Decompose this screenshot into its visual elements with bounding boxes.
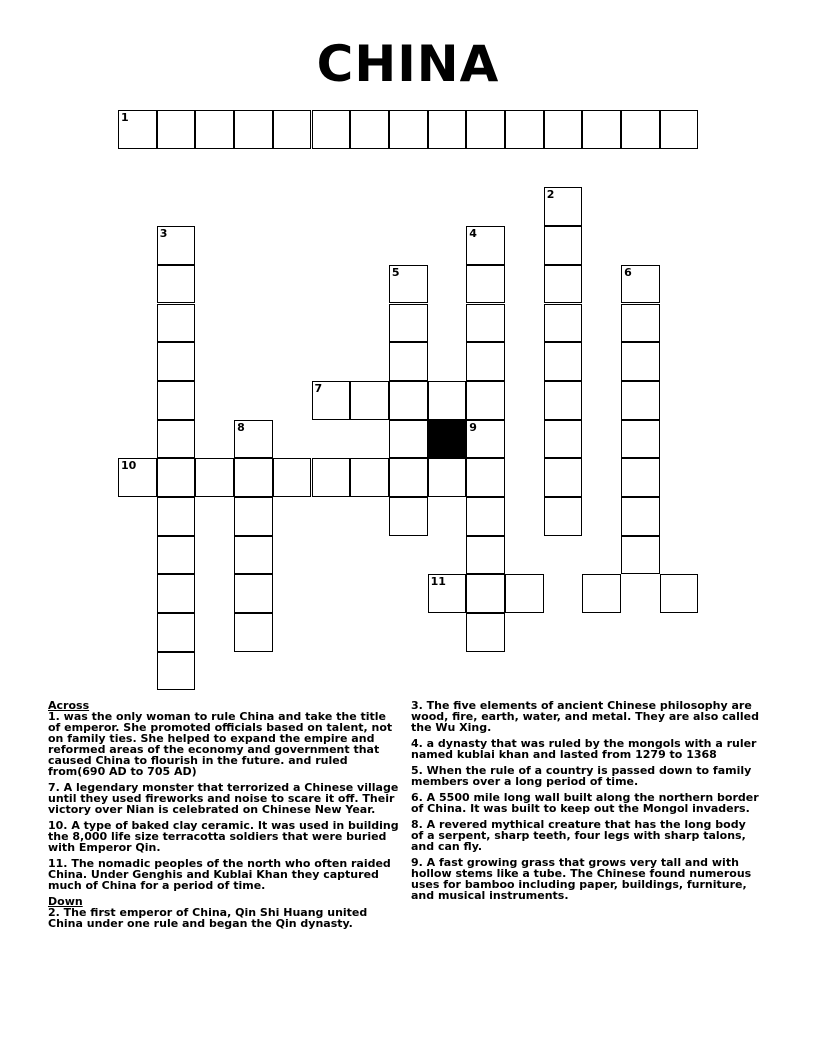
grid-cell[interactable]: [234, 536, 273, 575]
clue: [48, 711, 400, 777]
grid-cell[interactable]: [621, 110, 660, 149]
clue-number: 8.: [411, 818, 423, 831]
grid-cell[interactable]: [660, 574, 699, 613]
clue: [411, 819, 761, 852]
clue-number: 3: [159, 227, 168, 241]
grid-cell[interactable]: [544, 342, 583, 381]
clue-text: The nomadic peoples of the north who often raided China. Under Genghis and Kublai Khan they captured much of China for a period of time.: [48, 857, 391, 892]
grid-cell[interactable]: [234, 420, 273, 459]
grid-cell[interactable]: [389, 458, 428, 497]
clue-text: a dynasty that was ruled by the mongols with a ruler named kublai khan and lasted from 1279 to 1368: [411, 737, 757, 761]
grid-cell[interactable]: [157, 574, 196, 613]
clue-text: A type of baked clay ceramic. It was used in building the 8,000 life size terracotta soldiers that were buried with Emperor Qin.: [48, 819, 399, 854]
grid-cell[interactable]: [157, 110, 196, 149]
grid-cell[interactable]: [157, 226, 196, 265]
grid-cell[interactable]: [544, 265, 583, 304]
grid-cell[interactable]: [312, 381, 351, 420]
grid-cell[interactable]: [157, 304, 196, 343]
down-clue-list: [48, 907, 400, 929]
grid-cell[interactable]: [466, 381, 505, 420]
grid-cell[interactable]: [428, 381, 467, 420]
grid-cell[interactable]: [544, 187, 583, 226]
down-heading: Down: [48, 895, 83, 908]
grid-cell[interactable]: [389, 265, 428, 304]
clue: [48, 782, 400, 815]
clue-text: When the rule of a country is passed down to family members over a long period of time.: [411, 764, 752, 788]
clue-number: 3.: [411, 699, 423, 712]
clue-number: 10: [121, 459, 137, 473]
clue: [411, 700, 761, 733]
clue-number: 6.: [411, 791, 423, 804]
clue-number: 6: [624, 265, 632, 279]
grid-cell[interactable]: [466, 613, 505, 652]
grid-cell[interactable]: [621, 458, 660, 497]
clue: [48, 820, 400, 853]
grid-cell[interactable]: [234, 110, 273, 149]
clue: [48, 858, 400, 891]
clue-number: 9: [469, 420, 477, 434]
clue: [411, 765, 761, 787]
grid-cell[interactable]: [389, 497, 428, 536]
clue-number: 7.: [48, 781, 60, 794]
clue-text: A fast growing grass that grows very tall and with hollow stems like a tube. The Chinese found numerous uses for bamboo including paper, buildings, furniture, and musical instruments.: [411, 856, 752, 902]
grid-cell[interactable]: [157, 342, 196, 381]
clue-text: The five elements of ancient Chinese philosophy are wood, fire, earth, water, and metal. They are also called the Wu Xing.: [411, 699, 759, 734]
grid-cell[interactable]: [273, 110, 312, 149]
grid-cell[interactable]: [544, 110, 583, 149]
clue-number: 11.: [48, 857, 68, 870]
clue-number: 7: [314, 381, 323, 395]
grid-cell[interactable]: [466, 497, 505, 536]
grid-cell[interactable]: [505, 110, 544, 149]
grid-cell[interactable]: [350, 381, 389, 420]
grid-cell[interactable]: [389, 304, 428, 343]
grid-cell[interactable]: [544, 420, 583, 459]
grid-cell[interactable]: [389, 381, 428, 420]
grid-cell[interactable]: [118, 458, 157, 497]
grid-cell[interactable]: [466, 304, 505, 343]
grid-cell[interactable]: [505, 574, 544, 613]
grid-cell[interactable]: [544, 458, 583, 497]
clue-text: The first emperor of China, Qin Shi Huang united China under one rule and began the Qin dynasty.: [48, 906, 368, 930]
grid-cell[interactable]: [157, 420, 196, 459]
grid-cell[interactable]: [621, 536, 660, 575]
grid-cell[interactable]: [582, 574, 621, 613]
grid-cell[interactable]: [157, 381, 196, 420]
clue: [411, 792, 761, 814]
clue-number: 4.: [411, 737, 423, 750]
grid-cell[interactable]: [621, 497, 660, 536]
clue-number: 4: [469, 227, 477, 241]
grid-cell[interactable]: [466, 226, 505, 265]
grid-cell[interactable]: [157, 458, 196, 497]
grid-cell[interactable]: [544, 381, 583, 420]
grid-cell[interactable]: [660, 110, 699, 149]
clue-text: A revered mythical creature that has the long body of a serpent, sharp teeth, four legs with sharp talons, and can fly.: [411, 818, 746, 853]
across-clue-list: [48, 711, 400, 891]
grid-cell[interactable]: [234, 497, 273, 536]
grid-cell[interactable]: [195, 458, 234, 497]
grid-cell[interactable]: [466, 265, 505, 304]
grid-cell[interactable]: [466, 342, 505, 381]
clue-number: 8: [237, 420, 245, 434]
grid-cell[interactable]: [350, 110, 389, 149]
down-clue-list-continued: [411, 700, 761, 901]
grid-cell[interactable]: [157, 265, 196, 304]
grid-cell[interactable]: [389, 110, 428, 149]
grid-cell[interactable]: [582, 110, 621, 149]
clue-number: 10.: [48, 819, 68, 832]
grid-cell[interactable]: [234, 574, 273, 613]
grid-cell[interactable]: [273, 458, 312, 497]
clue-text: A legendary monster that terrorized a Chinese village until they used fireworks and noise to scare it off. Their victory over Nian is celebrated on Chinese New Year.: [48, 781, 399, 816]
grid-cell[interactable]: [157, 497, 196, 536]
grid-cell[interactable]: [428, 110, 467, 149]
grid-cell[interactable]: [466, 536, 505, 575]
grid-cell[interactable]: [428, 458, 467, 497]
grid-cell[interactable]: [621, 420, 660, 459]
clue: [411, 738, 761, 760]
grid-cell[interactable]: [621, 381, 660, 420]
grid-cell[interactable]: [157, 613, 196, 652]
grid-cell[interactable]: [466, 110, 505, 149]
blocked-cell: [428, 420, 467, 459]
clue-number: 5.: [411, 764, 423, 777]
grid-cell[interactable]: [234, 613, 273, 652]
grid-cell[interactable]: [428, 574, 467, 613]
grid-cell[interactable]: [312, 110, 351, 149]
clue-text: was the only woman to rule China and take the title of emperor. She promoted officials based on talent, not on family ties. She helped to expand the empire and reformed areas of the economy and government that caused China to flourish in the future. and ruled from(690 AD to 705 AD): [48, 710, 393, 778]
grid-cell[interactable]: [621, 342, 660, 381]
grid-cell[interactable]: [466, 458, 505, 497]
grid-cell[interactable]: [466, 574, 505, 613]
grid-cell[interactable]: [544, 226, 583, 265]
clue-number: 2: [546, 188, 555, 202]
clue-number: 9.: [411, 856, 423, 869]
grid-cell[interactable]: [234, 458, 273, 497]
grid-cell[interactable]: [118, 110, 157, 149]
clues-right-column: [411, 700, 761, 906]
clue-number: 1.: [48, 710, 60, 723]
grid-cell[interactable]: [544, 304, 583, 343]
grid-cell[interactable]: [389, 420, 428, 459]
grid-cell[interactable]: [157, 652, 196, 691]
grid-cell[interactable]: [466, 420, 505, 459]
clue-text: A 5500 mile long wall built along the northern border of China. It was built to keep out the Mongol invaders.: [411, 791, 759, 815]
grid-cell[interactable]: [157, 536, 196, 575]
clue-number: 5: [391, 265, 400, 279]
clue-number: 1: [121, 111, 129, 124]
clue: [411, 857, 761, 901]
across-heading: Across: [48, 699, 90, 712]
grid-cell[interactable]: [621, 304, 660, 343]
clue-number: 2.: [48, 906, 60, 919]
page-title: CHINA: [316, 35, 500, 93]
grid-cell[interactable]: [312, 458, 351, 497]
grid-cell[interactable]: [544, 497, 583, 536]
clues-left-column: [48, 700, 400, 934]
clue: [48, 907, 400, 929]
grid-cell[interactable]: [621, 265, 660, 304]
grid-cell[interactable]: [195, 110, 234, 149]
clue-number: 11: [430, 575, 446, 589]
grid-cell[interactable]: [350, 458, 389, 497]
grid-cell[interactable]: [389, 342, 428, 381]
